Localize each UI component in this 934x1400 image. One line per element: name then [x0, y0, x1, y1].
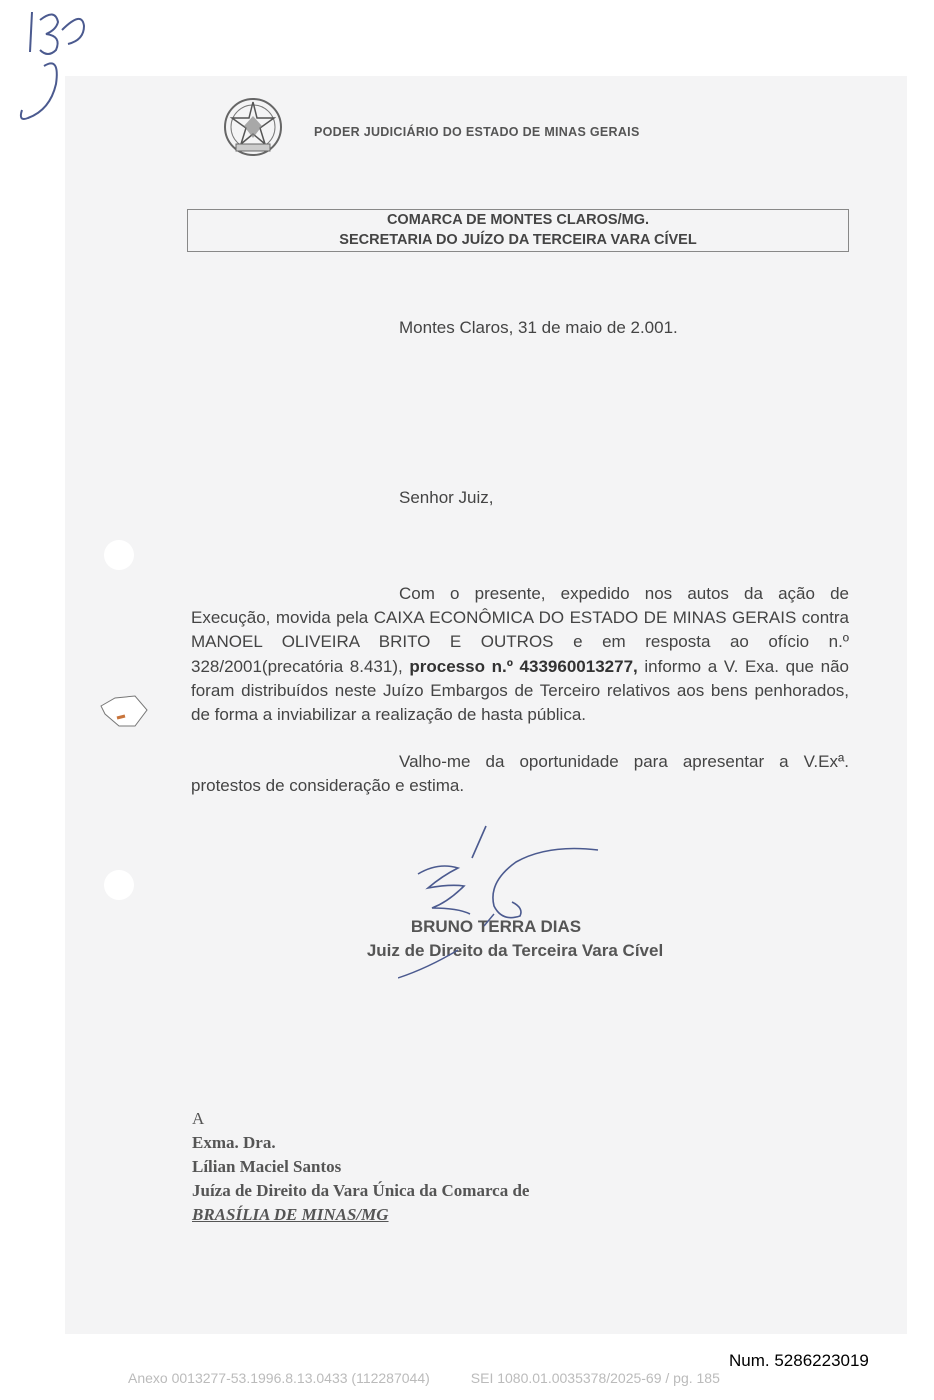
body-paragraph-1 — [191, 582, 849, 727]
footer-left: Anexo 0013277-53.1996.8.13.0433 (112287044) — [128, 1370, 430, 1386]
addressee-city: BRASÍLIA DE MINAS/MG — [192, 1205, 389, 1224]
punch-hole — [104, 870, 134, 900]
place-date: Montes Claros, 31 de maio de 2.001. — [399, 318, 678, 337]
document-number: Num. 5286223019 — [729, 1351, 869, 1370]
comarca-line1: COMARCA DE MONTES CLAROS/MG. — [386, 212, 650, 228]
footer-stamp — [128, 1370, 720, 1386]
judge-title: Juiz de Direito da Terceira Vara Cível — [366, 941, 664, 960]
addressee-name: Lílian Maciel Santos — [192, 1157, 342, 1176]
footer-right: SEI 1080.01.0035378/2025-69 / pg. 185 — [470, 1370, 720, 1386]
salutation: Senhor Juiz, — [399, 488, 494, 507]
torn-punch-hole — [95, 690, 151, 734]
addressee-salutation: Exma. Dra. — [192, 1133, 276, 1152]
process-number: processo n.º 433960013277, — [409, 656, 638, 676]
handwritten-signature — [398, 818, 608, 998]
punch-hole — [104, 540, 134, 570]
paragraph1-text-b: informo a V. Exa. que não foram distribuídos neste Juízo Embargos de Terceiro relativos aos bens penhorados, de forma a inviabilizar a realização de hasta pública. — [191, 656, 849, 725]
body-paragraph-2: Valho-me da oportunidade para apresentar a V.Exª. protestos de consideração e estima. — [191, 752, 849, 796]
institution-header: PODER JUDICIÁRIO DO ESTADO DE MINAS GERAIS — [314, 125, 640, 139]
minas-gerais-coat-of-arms-icon — [222, 96, 284, 158]
comarca-line2: SECRETARIA DO JUÍZO DA TERCEIRA VARA CÍVEL — [339, 232, 697, 248]
judge-name: BRUNO TERRA DIAS — [410, 917, 582, 936]
addressee-a: A — [192, 1109, 205, 1128]
paragraph1-text-a: Com o presente, expedido nos autos da ação de Execução, movida pela CAIXA ECONÔMICA DO ESTADO DE MINAS GERAIS contra MANOEL OLIVEIRA BRITO E OUTROS e em resposta ao ofício n.º 328/2001(precatória 8.431), — [191, 584, 849, 676]
addressee-role: Juíza de Direito da Vara Única da Comarca de — [192, 1181, 530, 1200]
